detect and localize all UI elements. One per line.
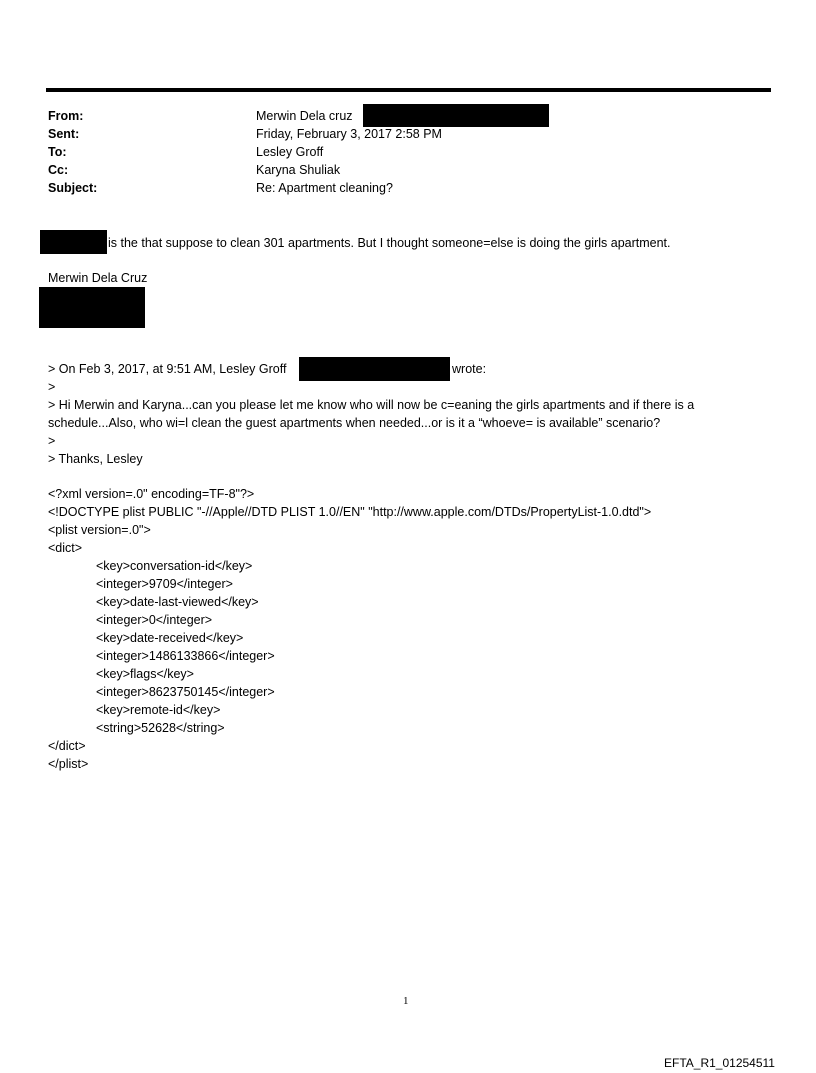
plist-line: <!DOCTYPE plist PUBLIC "-//Apple//DTD PLIST 1.0//EN" "http://www.apple.com/DTDs/PropertyList-1.0.dtd"> [48, 505, 652, 519]
redaction-block [39, 287, 145, 328]
cc-label: Cc: [48, 163, 69, 177]
sent-label: Sent: [48, 127, 80, 141]
quoted-line: > Thanks, Lesley [48, 452, 143, 466]
quoted-line: schedule...Also, who wi=l clean the guest apartments when needed...or is it a “whoeve= is available” scenario? [48, 416, 661, 430]
quoted-line: > [48, 380, 56, 394]
subject-label: Subject: [48, 181, 98, 195]
quoted-line: > On Feb 3, 2017, at 9:51 AM, Lesley Groff [48, 362, 287, 376]
signature-name: Merwin Dela Cruz [48, 271, 148, 285]
bates-number: EFTA_R1_01254511 [664, 1056, 775, 1070]
plist-line: </plist> [48, 757, 89, 771]
quoted-line: > Hi Merwin and Karyna...can you please let me know who will now be c=eaning the girls apartments and if there is a [48, 398, 695, 412]
sent-value: Friday, February 3, 2017 2:58 PM [256, 127, 442, 141]
redaction-block [363, 104, 549, 127]
message-text: is the that suppose to clean 301 apartments. But I thought someone=else is doing the girls apartment. [108, 236, 671, 250]
plist-line: <plist version=.0"> [48, 523, 151, 537]
plist-entry: <integer>0</integer> [96, 613, 213, 627]
from-label: From: [48, 109, 84, 123]
redaction-block [40, 230, 107, 254]
page-number: 1 [403, 995, 409, 1007]
plist-entry: <key>conversation-id</key> [96, 559, 253, 573]
plist-entry: <integer>1486133866</integer> [96, 649, 275, 663]
plist-entry: <key>flags</key> [96, 667, 194, 681]
plist-entry: <key>remote-id</key> [96, 703, 221, 717]
header-rule [46, 88, 771, 92]
redaction-block [299, 357, 450, 381]
from-value: Merwin Dela cruz [256, 109, 353, 123]
plist-entry: <integer>8623750145</integer> [96, 685, 275, 699]
to-label: To: [48, 145, 67, 159]
subject-value: Re: Apartment cleaning? [256, 181, 393, 195]
cc-value: Karyna Shuliak [256, 163, 341, 177]
to-value: Lesley Groff [256, 145, 324, 159]
plist-entry: <string>52628</string> [96, 721, 225, 735]
quoted-line: > [48, 434, 56, 448]
quoted-line: wrote: [452, 362, 487, 376]
plist-entry: <key>date-received</key> [96, 631, 244, 645]
plist-line: </dict> [48, 739, 86, 753]
plist-entry: <key>date-last-viewed</key> [96, 595, 259, 609]
plist-entry: <integer>9709</integer> [96, 577, 233, 591]
plist-line: <?xml version=.0" encoding=TF-8"?> [48, 487, 255, 501]
plist-line: <dict> [48, 541, 83, 555]
